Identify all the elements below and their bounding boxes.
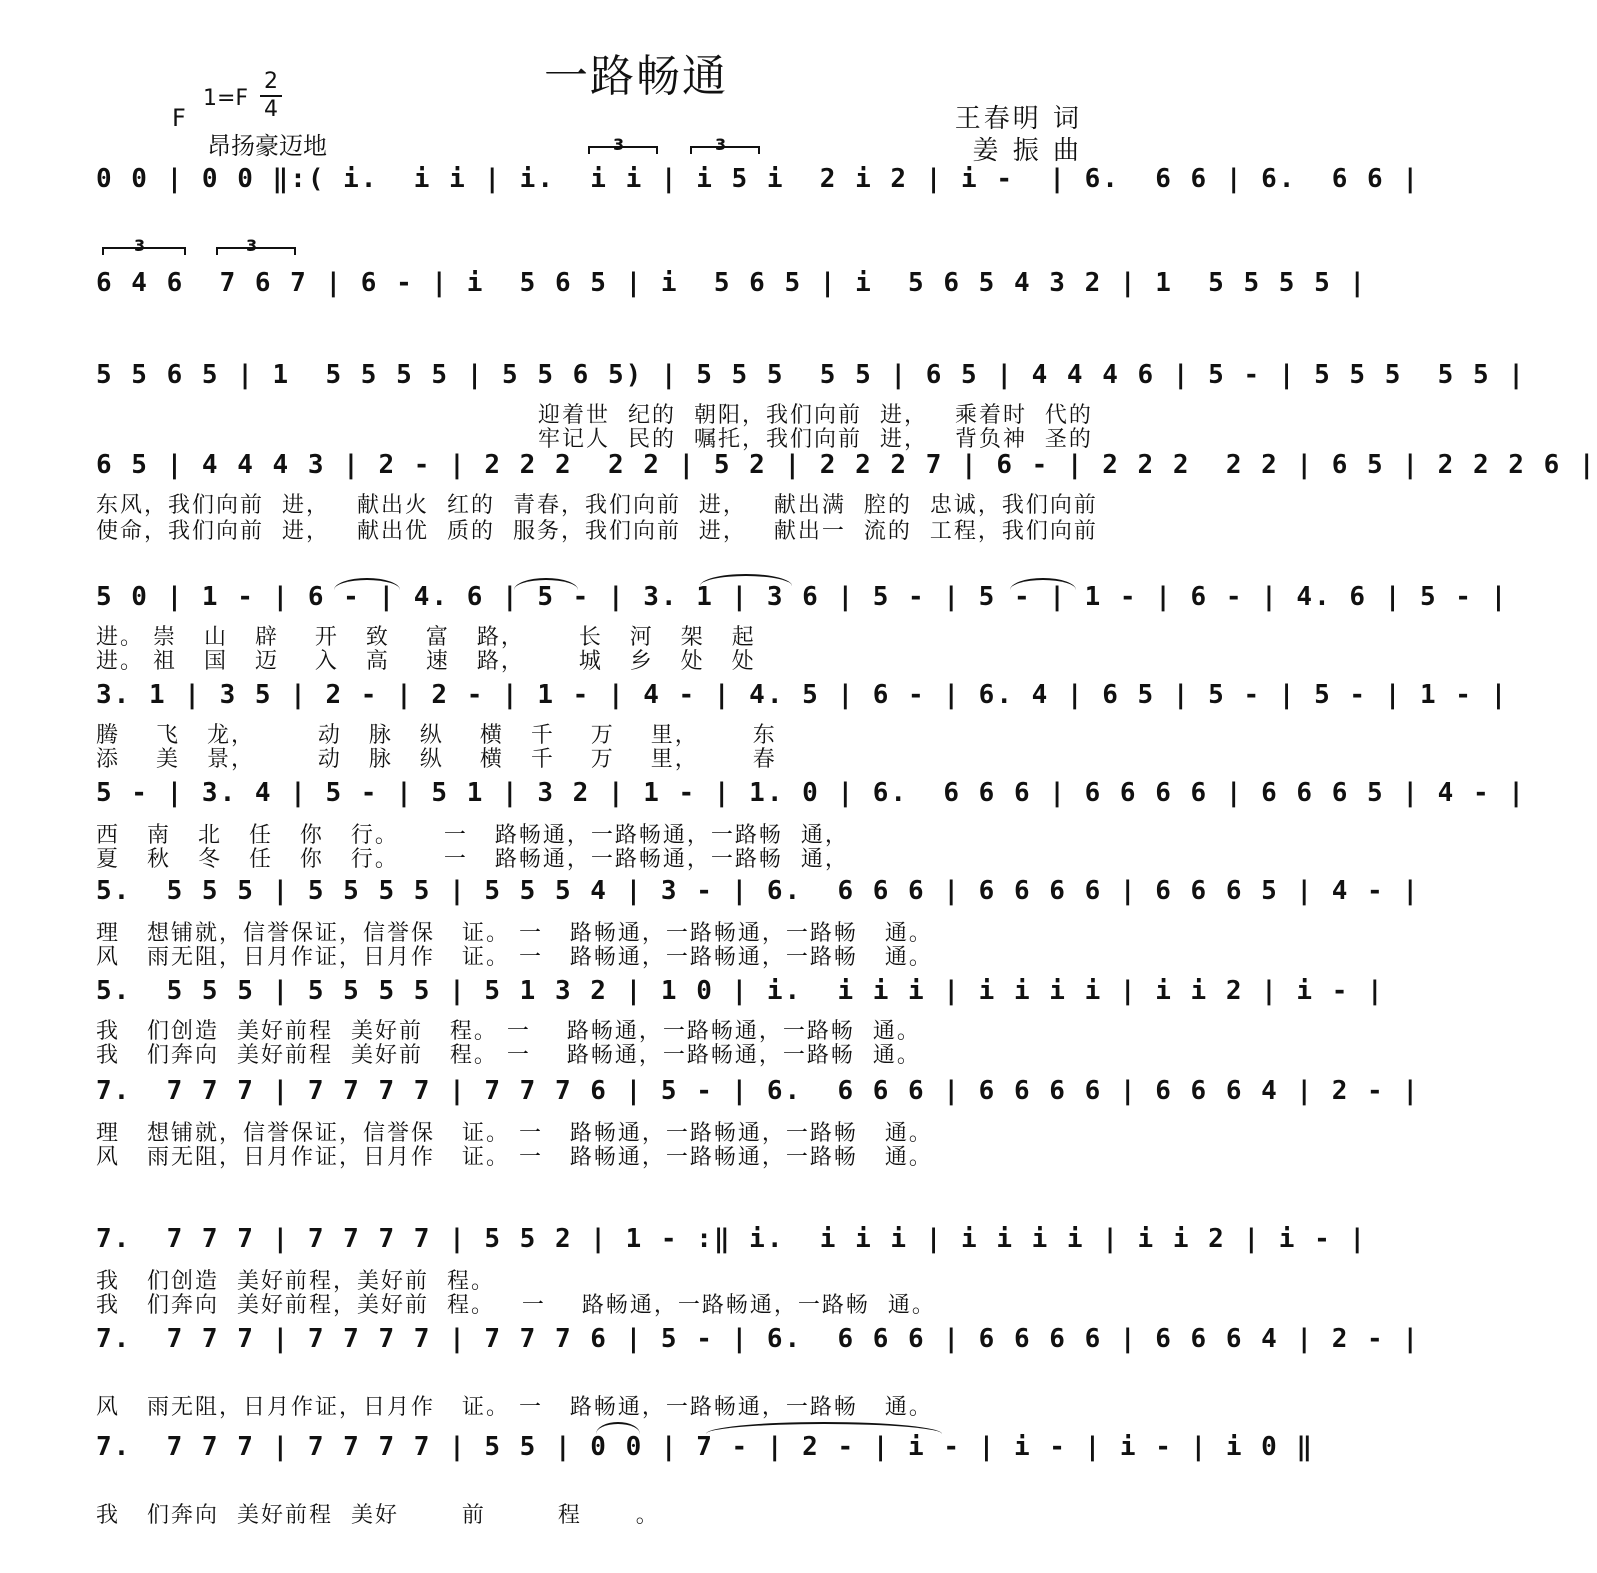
lyric-verse-1: 风 雨无阻，日月作证，日月作 证。 一 路畅通，一路畅通，一路畅 通。: [96, 1395, 933, 1420]
lyricist-credit: 王春明 词: [954, 104, 1082, 134]
time-signature: [260, 70, 282, 122]
lyric-verse-1: 我 们奔向 美好前程 美好 前 程 。: [96, 1503, 660, 1528]
lyric-verse-1: 我 们创造 美好前程，美好前 程。: [96, 1269, 495, 1294]
triplet-mark: 3: [613, 135, 625, 154]
notation-line: 7. 7 7 7 | 7 7 7 7 | 5 5 | 0 0 | 7 - | 2 - | i - | i - | i - | i 0 ‖: [96, 1432, 1315, 1462]
lyric-verse-2: 添 美 景， 动 脉 纵 横 千 万 里， 春: [96, 747, 777, 772]
lyric-verse-1: 东风，我们向前 进， 献出火 红的 青春，我们向前 进， 献出满 腔的 忠诚，我们向前: [96, 493, 1098, 518]
notation-line: 5 0 | 1 - | 6 - | 4. 6 | 5 - | 3. 1 | 3 6 | 5 - | 5 - | 1 - | 6 - | 4. 6 | 5 - |: [96, 582, 1509, 612]
key-signature: 1=F: [203, 86, 249, 111]
lyric-verse-2: 风 雨无阻，日月作证，日月作 证。 一 路畅通，一路畅通，一路畅 通。: [96, 945, 933, 970]
key-letter: F: [172, 104, 186, 132]
composer-credit: 姜 振 曲: [972, 136, 1082, 166]
lyric-verse-2: 夏 秋 冬 任 你 行。 一 路畅通，一路畅通，一路畅 通，: [96, 847, 849, 872]
notation-line: 5 - | 3. 4 | 5 - | 5 1 | 3 2 | 1 - | 1. 0 | 6. 6 6 6 | 6 6 6 6 | 6 6 6 5 | 4 - |: [96, 778, 1526, 808]
time-bottom: 4: [264, 97, 278, 122]
lyric-verse-1: 理 想铺就，信誉保证，信誉保 证。 一 路畅通，一路畅通，一路畅 通。: [96, 921, 933, 946]
lyric-verse-2: 进。 祖 国 迈 入 高 速 路， 城 乡 处 处: [96, 649, 756, 674]
notation-line: 6 5 | 4 4 4 3 | 2 - | 2 2 2 2 2 | 5 2 | 2 2 2 7 | 6 - | 2 2 2 2 2 | 6 5 | 2 2 2 6 |: [96, 450, 1597, 480]
notation-line: 5 5 6 5 | 1 5 5 5 5 | 5 5 6 5) | 5 5 5 5 5 | 6 5 | 4 4 4 6 | 5 - | 5 5 5 5 5 |: [96, 360, 1526, 390]
notation-line: 7. 7 7 7 | 7 7 7 7 | 5 5 2 | 1 - :‖ i. i i i | i i i i | i i 2 | i - |: [96, 1224, 1368, 1254]
triplet-mark: 3: [246, 236, 258, 255]
notation-line: 7. 7 7 7 | 7 7 7 7 | 7 7 7 6 | 5 - | 6. 6 6 6 | 6 6 6 6 | 6 6 6 4 | 2 - |: [96, 1076, 1420, 1106]
lyric-verse-2: 牢记人 民的 嘱托，我们向前 进， 背负神 圣的: [538, 427, 1093, 452]
score-title: 一路畅通: [544, 51, 728, 102]
notation-line: 0 0 | 0 0 ‖:( i. i i | i. i i | i 5 i 2 i 2 | i - | 6. 6 6 | 6. 6 6 |: [96, 164, 1420, 194]
lyric-verse-2: 我 们奔向 美好前程 美好前 程。 一 路畅通，一路畅通，一路畅 通。: [96, 1043, 921, 1068]
notation-line: 5. 5 5 5 | 5 5 5 5 | 5 5 5 4 | 3 - | 6. 6 6 6 | 6 6 6 6 | 6 6 6 5 | 4 - |: [96, 876, 1420, 906]
lyric-verse-2: 使命，我们向前 进， 献出优 质的 服务，我们向前 进， 献出一 流的 工程，我们向前: [96, 519, 1098, 544]
lyric-verse-1: 理 想铺就，信誉保证，信誉保 证。 一 路畅通，一路畅通，一路畅 通。: [96, 1121, 933, 1146]
time-top: 2: [264, 69, 278, 94]
notation-line: 7. 7 7 7 | 7 7 7 7 | 7 7 7 6 | 5 - | 6. 6 6 6 | 6 6 6 6 | 6 6 6 4 | 2 - |: [96, 1324, 1420, 1354]
lyric-verse-1: 西 南 北 任 你 行。 一 路畅通，一路畅通，一路畅 通，: [96, 823, 849, 848]
lyric-verse-1: 我 们创造 美好前程 美好前 程。 一 路畅通，一路畅通，一路畅 通。: [96, 1019, 921, 1044]
triplet-mark: 3: [134, 236, 146, 255]
lyric-verse-1: 进。 崇 山 辟 开 致 富 路， 长 河 架 起: [96, 625, 756, 650]
triplet-mark: 3: [715, 135, 727, 154]
lyric-verse-2: 我 们奔向 美好前程，美好前 程。 一 路畅通，一路畅通，一路畅 通。: [96, 1293, 936, 1318]
lyric-verse-1: 迎着世 纪的 朝阳，我们向前 进， 乘着时 代的: [538, 403, 1093, 428]
notation-line: 5. 5 5 5 | 5 5 5 5 | 5 1 3 2 | 1 0 | i. i i i | i i i i | i i 2 | i - |: [96, 976, 1385, 1006]
lyric-verse-1: 腾 飞 龙， 动 脉 纵 横 千 万 里， 东: [96, 723, 777, 748]
notation-line: 3. 1 | 3 5 | 2 - | 2 - | 1 - | 4 - | 4. 5 | 6 - | 6. 4 | 6 5 | 5 - | 5 - | 1 - |: [96, 680, 1509, 710]
notation-line: 6 4 6 7 6 7 | 6 - | i 5 6 5 | i 5 6 5 | i 5 6 5 4 3 2 | 1 5 5 5 5 |: [96, 268, 1368, 298]
lyric-verse-2: 风 雨无阻，日月作证，日月作 证。 一 路畅通，一路畅通，一路畅 通。: [96, 1145, 933, 1170]
tempo-marking: 昂扬豪迈地: [207, 132, 327, 160]
